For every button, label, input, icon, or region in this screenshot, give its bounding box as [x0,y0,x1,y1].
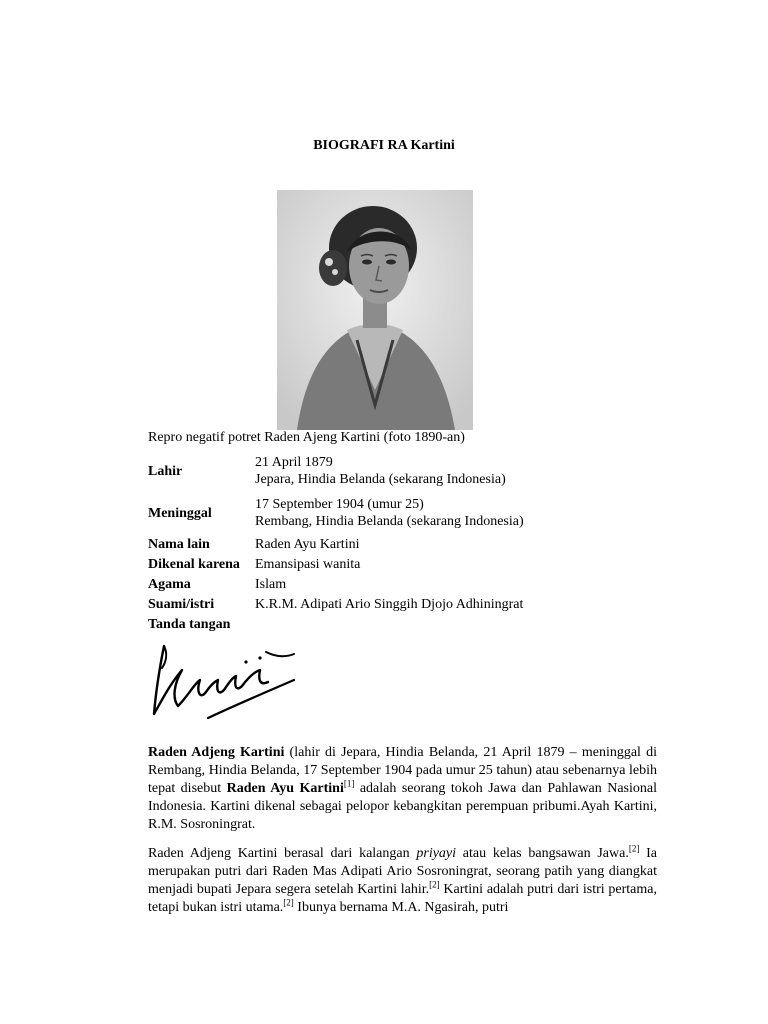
signature-image [148,640,298,724]
infobox-label: Dikenal karena [148,556,240,572]
paragraph-text: (lahir di Jepara, Hindia Belanda, 21 April 1879 – meninggal di Rembang, Hindia Belanda, 17 September 1904 pada umur 25 tahun) atau sebenarnya lebih tepat disebut [148,745,658,796]
infobox-value [255,492,524,534]
died-date: 17 September 1904 (umur 25) [255,497,424,512]
paragraph-text: Kartini adalah putri dari istri pertama, tetapi bukan istri utama. [148,882,657,915]
infobox-row-known-for [148,554,524,574]
portrait-illustration [277,190,473,430]
infobox-label: Agama [148,576,191,592]
portrait-photo [277,190,473,430]
infobox-value: Emansipasi wanita [255,556,361,572]
reference-link[interactable]: [1] [343,778,355,789]
infobox-label: Tanda tangan [148,616,231,632]
infobox-row-born [148,450,524,492]
paragraph-text: Ia merupakan putri dari Raden Mas Adipati Ario Sosroningrat, seorang patih yang diangkat menjadi bupati Jepara segera setelah Kartini lahir. [148,846,657,897]
paragraph-text: atau kelas bangsawan Jawa. [456,846,629,861]
infobox-value: Islam [255,576,287,592]
infobox-row-signature [148,614,524,634]
infobox-row-religion [148,574,524,594]
paragraph-text: Ibunya bernama M.A. Ngasirah, putri [293,900,509,915]
biography-paragraph-1 [148,744,657,834]
biography-paragraph-2 [148,845,657,917]
reference-link[interactable]: [2] [628,843,640,854]
infobox-value: K.R.M. Adipati Ario Singgih Djojo Adhiningrat [255,596,524,612]
italic-term: priyayi [416,846,457,861]
infobox-table [148,450,524,634]
infobox-row-spouse [148,594,524,614]
name-bold: Raden Ayu Kartini [226,781,344,796]
died-place: Rembang, Hindia Belanda (sekarang Indonesia) [255,514,524,529]
infobox-value [255,450,524,492]
infobox-label: Nama lain [148,536,210,552]
paragraph-text: adalah seorang tokoh Jawa dan Pahlawan Nasional Indonesia. Kartini dikenal sebagai pelopor kebangkitan perempuan pribumi.Ayah Kartini, R.M. Sosroningrat. [148,781,658,832]
infobox-label: Lahir [148,463,183,479]
infobox-label: Suami/istri [148,596,215,612]
portrait-caption: Repro negatif potret Raden Ajeng Kartini (foto 1890-an) [148,430,465,445]
infobox-value: Raden Ayu Kartini [255,536,360,552]
infobox-label: Meninggal [148,505,212,521]
infobox-row-other-name [148,534,524,554]
reference-link[interactable]: [2] [429,879,440,890]
born-place: Jepara, Hindia Belanda (sekarang Indonesia) [255,472,506,487]
document-title: BIOGRAFI RA Kartini [313,138,455,153]
infobox-value [255,614,524,634]
paragraph-text: Raden Adjeng Kartini berasal dari kalangan [148,846,417,861]
born-date: 21 April 1879 [255,455,333,470]
infobox-row-died [148,492,524,534]
name-bold: Raden Adjeng Kartini [148,745,285,760]
reference-link[interactable]: [2] [283,897,294,908]
